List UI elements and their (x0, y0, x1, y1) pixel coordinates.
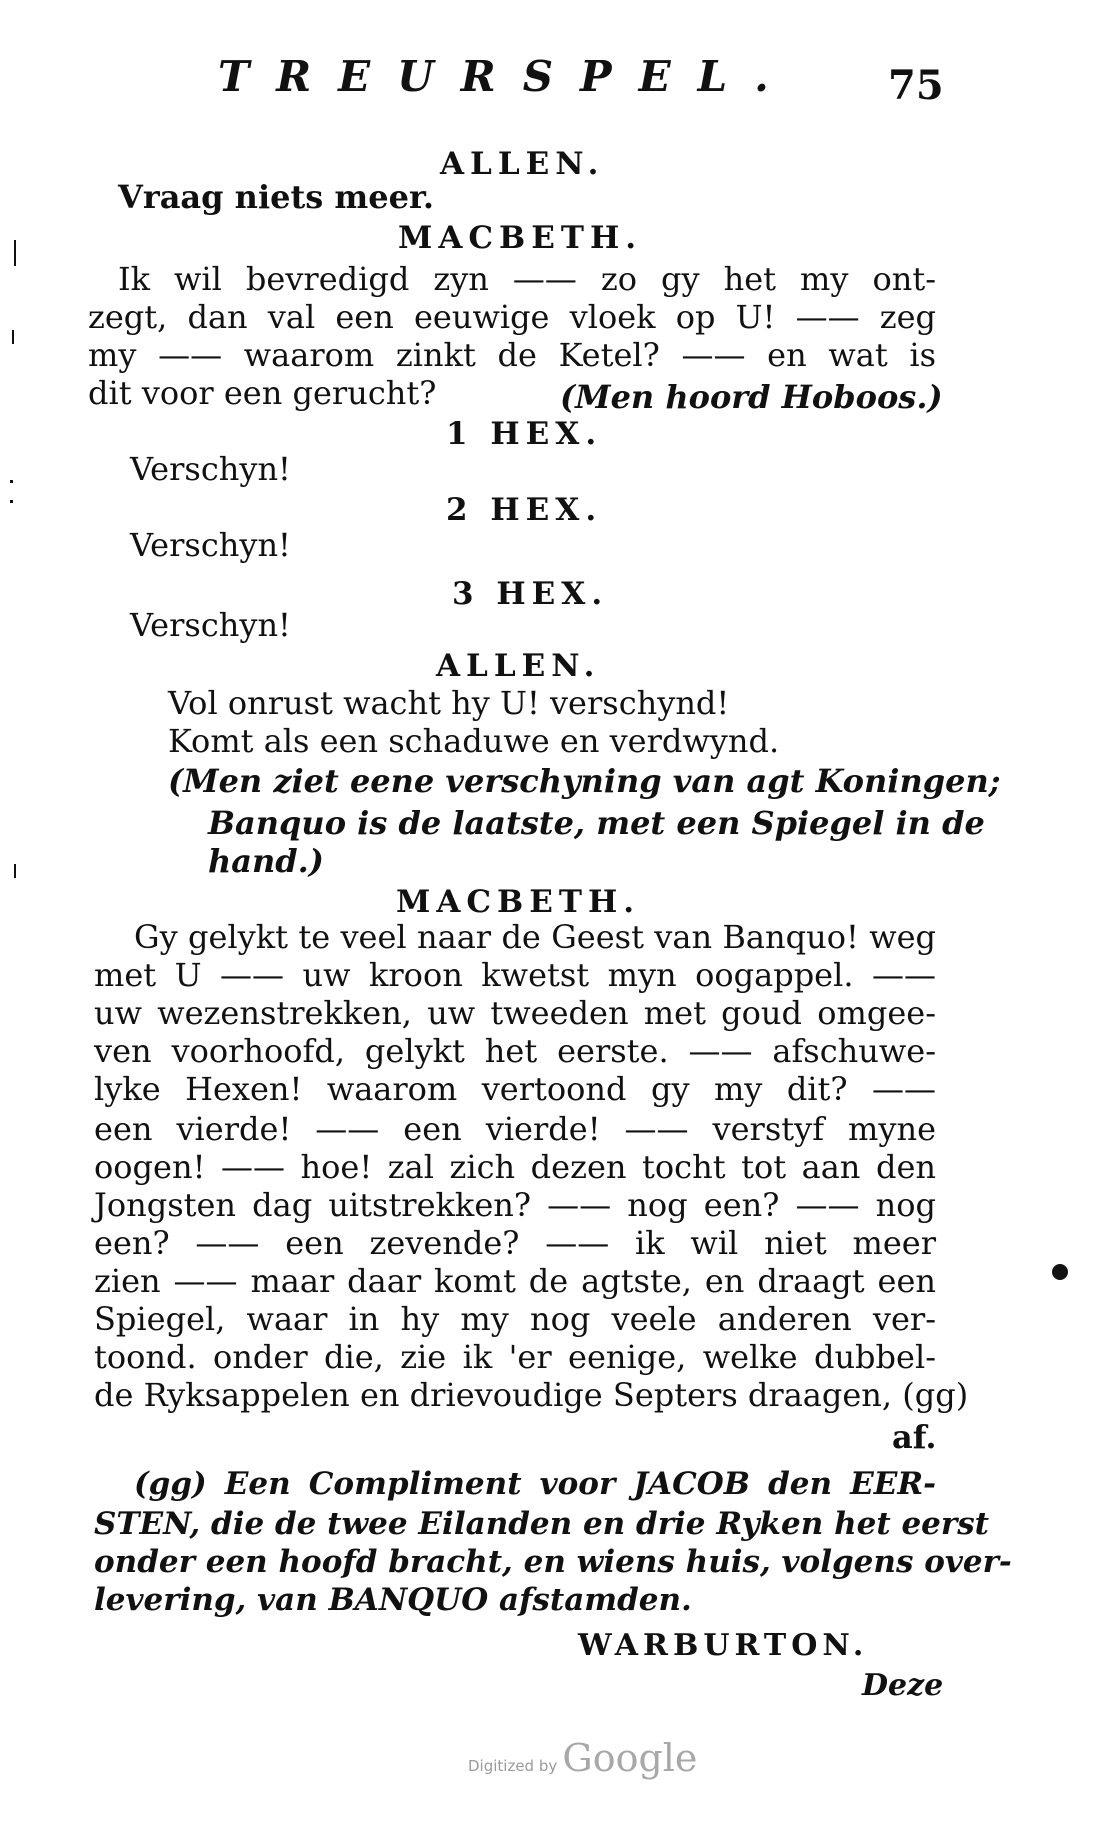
text-line: Ik wil bevredigd zyn —— zo gy het my ont- (118, 260, 936, 298)
footnote-signature: WARBURTON. (578, 1628, 869, 1663)
margin-mark (14, 240, 16, 266)
catchword: Deze (862, 1668, 944, 1703)
text-line: uw wezenstrekken, uw tweeden met goud omgee- (94, 994, 936, 1032)
text-line: Verschyn! (130, 526, 291, 564)
footnote-line: levering, van BANQUO afstamden. (94, 1582, 692, 1618)
margin-mark (12, 330, 14, 344)
page-number: 75 (888, 62, 944, 109)
speaker-heading: 3 HEX. (452, 576, 609, 612)
speaker-heading: MACBETH. (398, 220, 643, 256)
digitized-by-google-watermark (468, 1736, 697, 1780)
text-line: Verschyn! (130, 450, 291, 488)
text-line: my —— waarom zinkt de Ketel? —— en wat is (88, 336, 936, 374)
speaker-heading: 2 HEX. (446, 492, 603, 528)
text-line: dit voor een gerucht? (88, 374, 437, 412)
stage-direction: Banquo is de laatste, met een Spiegel in de (208, 804, 985, 842)
stage-direction: (Men hoord Hoboos.) (560, 378, 943, 416)
text-line: zegt, dan val een eeuwige vloek op U! —— zeg (88, 298, 936, 336)
text-line: toond. onder die, zie ik 'er eenige, welke dubbel- (94, 1338, 936, 1376)
speaker-heading: ALLEN. (440, 146, 605, 182)
text-line: de Ryksappelen en drievoudige Septers draagen, (gg) (94, 1376, 969, 1414)
text-line: Jongsten dag uitstrekken? —— nog een? —— nog (94, 1186, 936, 1224)
footnote-line: STEN, die de twee Eilanden en drie Ryken het eerst (94, 1506, 990, 1542)
text-line: Verschyn! (130, 606, 291, 644)
margin-mark (14, 864, 16, 878)
running-head: TREURSPEL. (218, 52, 796, 101)
speaker-heading: ALLEN. (436, 648, 601, 684)
text-line: oogen! —— hoe! zal zich dezen tocht tot aan den (94, 1148, 936, 1186)
text-line: een? —— een zevende? —— ik wil niet meer (94, 1224, 936, 1262)
speaker-heading: 1 HEX. (446, 416, 603, 452)
stage-direction: (Men ziet eene verschyning van agt Koningen; (168, 762, 1001, 800)
google-wordmark: Google (562, 1736, 698, 1780)
text-line: Spiegel, waar in hy my nog veele anderen ver- (94, 1300, 936, 1338)
text-line: Komt als een schaduwe en verdwynd. (168, 722, 780, 760)
text-line: af. (892, 1418, 937, 1456)
ink-spot (1052, 1264, 1068, 1280)
speaker-heading: MACBETH. (396, 884, 641, 920)
text-line: zien —— maar daar komt de agtste, en draagt een (94, 1262, 936, 1300)
text-line: Vraag niets meer. (118, 178, 435, 216)
text-line: een vierde! —— een vierde! —— verstyf myne (94, 1110, 936, 1148)
footnote-line: onder een hoofd bracht, en wiens huis, volgens over- (94, 1544, 1012, 1580)
margin-mark (10, 480, 13, 483)
digitized-by-label: Digitized by (468, 1757, 558, 1775)
margin-mark (10, 500, 13, 503)
text-line: lyke Hexen! waarom vertoond gy my dit? —— (94, 1070, 936, 1108)
text-line: met U —— uw kroon kwetst myn oogappel. —— (94, 956, 936, 994)
text-line: Vol onrust wacht hy U! verschynd! (168, 684, 730, 722)
stage-direction: hand.) (208, 842, 324, 880)
footnote-line: (gg) Een Compliment voor JACOB den EER- (134, 1466, 936, 1502)
text-line: ven voorhoofd, gelykt het eerste. —— afschuwe- (94, 1032, 936, 1070)
text-line: Gy gelykt te veel naar de Geest van Banquo! weg (134, 918, 936, 956)
